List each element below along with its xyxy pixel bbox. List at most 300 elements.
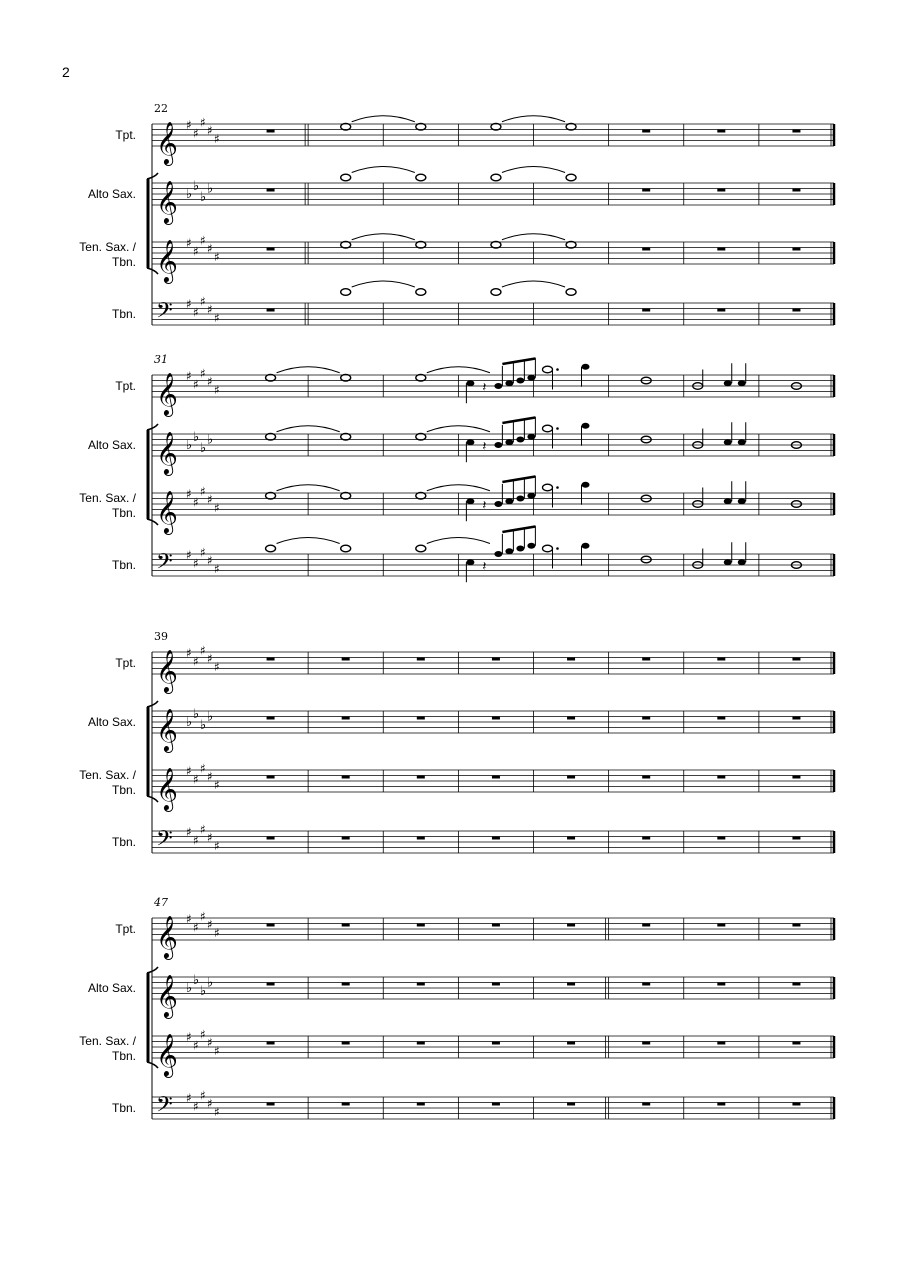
whole-rest-icon (267, 309, 275, 312)
sharp-icon: ♯ (200, 115, 206, 130)
flat-icon: ♭ (193, 706, 200, 722)
quarter-rest-icon: 𝄽 (482, 379, 487, 395)
whole-rest-icon (492, 658, 500, 661)
system (79, 896, 834, 1123)
sharp-icon: ♯ (207, 917, 213, 932)
note-head (494, 501, 502, 507)
instrument-label: Tbn. (111, 783, 136, 797)
tie-curve (277, 485, 340, 491)
sharp-icon: ♯ (193, 305, 199, 320)
sharp-icon: ♯ (186, 912, 192, 926)
instrument-label: Ten. Sax. / (79, 491, 136, 505)
note-head (738, 380, 746, 386)
whole-rest-icon (267, 1103, 275, 1106)
sharp-icon: ♯ (193, 920, 199, 935)
sharp-icon: ♯ (214, 838, 220, 853)
measure-number: 31 (154, 353, 168, 366)
sharp-icon: ♯ (207, 651, 213, 666)
flat-icon: ♭ (207, 432, 214, 448)
whole-rest-icon (717, 717, 725, 720)
sharp-icon: ♯ (214, 1104, 220, 1119)
whole-rest-icon (342, 1103, 350, 1106)
instrument-label: Tbn. (111, 307, 136, 321)
sharp-icon: ♯ (200, 545, 206, 560)
quarter-rest-icon: 𝄽 (482, 438, 487, 454)
treble-clef-icon: 𝄞 (156, 1033, 178, 1076)
whole-rest-icon (267, 924, 275, 927)
note-head (724, 559, 732, 565)
whole-rest-icon (792, 309, 800, 312)
staff (115, 358, 834, 417)
bass-clef-icon: 𝄢 (156, 298, 173, 329)
bass-clef-icon: 𝄢 (156, 549, 173, 580)
whole-note-icon (491, 123, 501, 130)
whole-note-icon (566, 174, 576, 181)
instrument-label: Alto Sax. (87, 981, 136, 995)
instrument-label: Tbn. (111, 255, 136, 269)
half-note-head (543, 366, 553, 373)
sharp-icon: ♯ (200, 294, 206, 309)
whole-note-icon (341, 123, 351, 130)
note-head (724, 380, 732, 386)
sharp-icon: ♯ (200, 366, 206, 381)
whole-rest-icon (417, 776, 425, 779)
bass-clef-icon: 𝄢 (156, 826, 173, 857)
note-head (527, 375, 535, 381)
measure-number: 47 (154, 896, 168, 909)
sharp-icon: ♯ (193, 833, 199, 848)
flat-icon: ♭ (186, 981, 193, 996)
sharp-icon: ♯ (207, 492, 213, 507)
staff (79, 233, 834, 284)
flat-icon: ♭ (207, 181, 214, 197)
sharp-icon: ♯ (186, 646, 192, 660)
tie-curve (427, 485, 490, 491)
note-head (738, 498, 746, 504)
whole-rest-icon (267, 837, 275, 840)
tie-curve (352, 116, 415, 122)
sharp-icon: ♯ (207, 1035, 213, 1050)
sharp-icon: ♯ (214, 561, 220, 576)
whole-note-icon (416, 174, 426, 181)
tie-curve (352, 167, 415, 173)
flat-icon: ♭ (207, 975, 214, 991)
treble-clef-icon: 𝄞 (156, 180, 178, 223)
sharp-icon: ♯ (193, 556, 199, 571)
sharp-icon: ♯ (186, 118, 192, 132)
whole-rest-icon (642, 837, 650, 840)
flat-icon: ♭ (186, 715, 193, 730)
sharp-icon: ♯ (186, 1030, 192, 1044)
beam (502, 359, 535, 365)
sharp-icon: ♯ (207, 374, 213, 389)
whole-rest-icon (342, 983, 350, 986)
tie-curve (502, 116, 565, 122)
dot (556, 427, 559, 430)
instrument-label: Tbn. (111, 835, 136, 849)
whole-rest-icon (567, 924, 575, 927)
sharp-icon: ♯ (214, 659, 220, 674)
dot (556, 486, 559, 489)
treble-clef-icon: 𝄞 (156, 767, 178, 810)
sharp-icon: ♯ (200, 761, 206, 776)
sharp-icon: ♯ (193, 126, 199, 141)
sharp-icon: ♯ (200, 909, 206, 924)
half-note-head (543, 484, 553, 491)
note-head (505, 439, 513, 445)
staff (88, 167, 834, 226)
tie-curve (427, 538, 490, 544)
whole-rest-icon (342, 717, 350, 720)
staff (112, 281, 834, 329)
whole-rest-icon (492, 924, 500, 927)
whole-rest-icon (642, 1103, 650, 1106)
system (79, 102, 834, 329)
sharp-icon: ♯ (193, 244, 199, 259)
whole-rest-icon (642, 717, 650, 720)
whole-note-icon (416, 433, 426, 440)
instrument-label: Tbn. (111, 558, 136, 572)
treble-clef-icon: 𝄞 (156, 431, 178, 474)
sharp-icon: ♯ (214, 777, 220, 792)
sharp-icon: ♯ (186, 297, 192, 311)
instrument-label: Ten. Sax. / (79, 1034, 136, 1048)
note-head (516, 378, 524, 384)
instrument-label: Tbn. (111, 1101, 136, 1115)
staff (79, 476, 834, 535)
instrument-label: Tpt. (115, 922, 136, 936)
whole-rest-icon (792, 248, 800, 251)
whole-rest-icon (342, 837, 350, 840)
note-head (516, 437, 524, 443)
whole-note-icon (341, 289, 351, 296)
whole-rest-icon (792, 717, 800, 720)
whole-note-icon (266, 492, 276, 499)
whole-rest-icon (417, 983, 425, 986)
whole-rest-icon (342, 776, 350, 779)
whole-rest-icon (417, 1103, 425, 1106)
tie-curve (277, 426, 340, 432)
sharp-icon: ♯ (214, 310, 220, 325)
instrument-label: Tpt. (115, 379, 136, 393)
whole-rest-icon (267, 1042, 275, 1045)
note-head (505, 380, 513, 386)
whole-rest-icon (717, 658, 725, 661)
instrument-label: Tpt. (115, 656, 136, 670)
tie-curve (352, 234, 415, 240)
note-head (516, 496, 524, 502)
measure-number: 22 (154, 102, 168, 115)
beam (502, 477, 535, 483)
whole-rest-icon (567, 776, 575, 779)
whole-rest-icon (792, 189, 800, 192)
staff (88, 417, 834, 476)
sharp-icon: ♯ (186, 548, 192, 562)
whole-rest-icon (492, 776, 500, 779)
treble-clef-icon: 𝄞 (156, 372, 178, 415)
whole-rest-icon (492, 837, 500, 840)
flat-icon: ♭ (193, 972, 200, 988)
whole-rest-icon (792, 924, 800, 927)
whole-rest-icon (342, 924, 350, 927)
whole-note-icon (266, 545, 276, 552)
treble-clef-icon: 𝄞 (156, 974, 178, 1017)
note-head (505, 548, 513, 554)
note-head (516, 546, 524, 552)
whole-rest-icon (417, 837, 425, 840)
staff (112, 1088, 834, 1122)
treble-clef-icon: 𝄞 (156, 490, 178, 533)
treble-clef-icon: 𝄞 (156, 239, 178, 282)
whole-rest-icon (717, 309, 725, 312)
staff (79, 1027, 834, 1078)
sharp-icon: ♯ (193, 772, 199, 787)
quarter-rest-icon: 𝄽 (482, 497, 487, 513)
whole-note-icon (416, 374, 426, 381)
whole-note-icon (341, 492, 351, 499)
flat-icon: ♭ (193, 429, 200, 445)
whole-rest-icon (417, 924, 425, 927)
sharp-icon: ♯ (214, 1043, 220, 1058)
beam (502, 527, 535, 533)
whole-rest-icon (492, 983, 500, 986)
sharp-icon: ♯ (214, 131, 220, 146)
whole-rest-icon (642, 776, 650, 779)
whole-rest-icon (267, 130, 275, 133)
whole-rest-icon (267, 776, 275, 779)
flat-icon: ♭ (200, 440, 207, 456)
whole-rest-icon (492, 1103, 500, 1106)
whole-rest-icon (567, 1103, 575, 1106)
whole-rest-icon (792, 983, 800, 986)
whole-note-icon (566, 289, 576, 296)
sharp-icon: ♯ (207, 123, 213, 138)
note-head (505, 498, 513, 504)
flat-icon: ♭ (207, 709, 214, 725)
whole-note-icon (416, 123, 426, 130)
whole-rest-icon (342, 1042, 350, 1045)
whole-rest-icon (267, 189, 275, 192)
tie-curve (502, 234, 565, 240)
note-head (494, 383, 502, 389)
whole-note-icon (416, 289, 426, 296)
whole-rest-icon (642, 983, 650, 986)
note-head (582, 482, 590, 488)
sharp-icon: ♯ (186, 764, 192, 778)
whole-rest-icon (342, 658, 350, 661)
whole-rest-icon (717, 130, 725, 133)
whole-note-icon (341, 433, 351, 440)
instrument-label: Alto Sax. (87, 438, 136, 452)
whole-rest-icon (792, 1103, 800, 1106)
whole-rest-icon (417, 658, 425, 661)
sharp-icon: ♯ (186, 825, 192, 839)
whole-rest-icon (642, 130, 650, 133)
whole-note-icon (341, 545, 351, 552)
flat-icon: ♭ (200, 189, 207, 205)
note-head (582, 423, 590, 429)
whole-note-icon (266, 374, 276, 381)
note-head (582, 364, 590, 370)
whole-note-icon (566, 123, 576, 130)
whole-note-icon (266, 433, 276, 440)
instrument-label: Ten. Sax. / (79, 240, 136, 254)
sharp-icon: ♯ (214, 382, 220, 397)
note-head (466, 498, 474, 504)
whole-rest-icon (567, 837, 575, 840)
sharp-icon: ♯ (186, 487, 192, 501)
tie-curve (502, 167, 565, 173)
note-head (494, 442, 502, 448)
flat-icon: ♭ (186, 438, 193, 453)
sharp-icon: ♯ (200, 822, 206, 837)
whole-rest-icon (717, 776, 725, 779)
instrument-label: Ten. Sax. / (79, 768, 136, 782)
staff (115, 643, 834, 694)
note-head (466, 559, 474, 565)
note-head (466, 439, 474, 445)
page-number: 2 (62, 64, 70, 80)
note-head (527, 543, 535, 549)
whole-rest-icon (492, 717, 500, 720)
sharp-icon: ♯ (207, 830, 213, 845)
dot (556, 368, 559, 371)
sharp-icon: ♯ (200, 1088, 206, 1103)
staff (115, 909, 834, 960)
sharp-icon: ♯ (214, 925, 220, 940)
whole-rest-icon (642, 658, 650, 661)
whole-note-icon (491, 241, 501, 248)
bass-clef-icon: 𝄢 (156, 1092, 173, 1123)
whole-rest-icon (267, 248, 275, 251)
staff (88, 973, 834, 1019)
whole-note-icon (416, 241, 426, 248)
staff (115, 115, 834, 166)
whole-rest-icon (717, 983, 725, 986)
note-head (738, 559, 746, 565)
half-note-head (543, 545, 553, 552)
whole-rest-icon (792, 658, 800, 661)
sharp-icon: ♯ (207, 241, 213, 256)
sharp-icon: ♯ (207, 769, 213, 784)
sharp-icon: ♯ (193, 377, 199, 392)
sharp-icon: ♯ (214, 500, 220, 515)
whole-rest-icon (792, 776, 800, 779)
tie-curve (427, 426, 490, 432)
whole-rest-icon (717, 189, 725, 192)
tie-curve (352, 281, 415, 287)
flat-icon: ♭ (200, 717, 207, 733)
system (79, 630, 834, 857)
note-head (527, 493, 535, 499)
whole-rest-icon (417, 717, 425, 720)
flat-icon: ♭ (186, 187, 193, 202)
sharp-icon: ♯ (193, 495, 199, 510)
tie-curve (277, 538, 340, 544)
whole-rest-icon (567, 983, 575, 986)
sharp-icon: ♯ (214, 249, 220, 264)
note-head (724, 439, 732, 445)
tie-curve (427, 367, 490, 373)
sharp-icon: ♯ (200, 484, 206, 499)
whole-note-icon (341, 174, 351, 181)
measure-number: 39 (154, 630, 168, 643)
whole-rest-icon (417, 1042, 425, 1045)
tie-curve (277, 367, 340, 373)
whole-rest-icon (567, 717, 575, 720)
instrument-label: Alto Sax. (87, 715, 136, 729)
whole-note-icon (341, 241, 351, 248)
instrument-label: Tpt. (115, 128, 136, 142)
sharp-icon: ♯ (186, 1091, 192, 1105)
treble-clef-icon: 𝄞 (156, 649, 178, 692)
whole-rest-icon (567, 658, 575, 661)
staff (112, 822, 834, 856)
whole-rest-icon (792, 837, 800, 840)
quarter-rest-icon: 𝄽 (482, 558, 487, 574)
system (79, 353, 834, 582)
instrument-label: Tbn. (111, 506, 136, 520)
whole-rest-icon (717, 924, 725, 927)
whole-note-icon (566, 241, 576, 248)
dot (556, 547, 559, 550)
staff (88, 707, 834, 753)
whole-rest-icon (642, 924, 650, 927)
note-head (494, 551, 502, 557)
sharp-icon: ♯ (186, 369, 192, 383)
whole-note-icon (416, 545, 426, 552)
sharp-icon: ♯ (200, 233, 206, 248)
whole-rest-icon (267, 983, 275, 986)
whole-rest-icon (717, 837, 725, 840)
sharp-icon: ♯ (186, 236, 192, 250)
beam (502, 418, 535, 424)
whole-rest-icon (267, 717, 275, 720)
whole-note-icon (341, 374, 351, 381)
treble-clef-icon: 𝄞 (156, 915, 178, 958)
tie-curve (502, 281, 565, 287)
whole-rest-icon (717, 1042, 725, 1045)
whole-rest-icon (567, 1042, 575, 1045)
sharp-icon: ♯ (207, 302, 213, 317)
sharp-icon: ♯ (193, 654, 199, 669)
whole-note-icon (491, 289, 501, 296)
staff (112, 526, 834, 583)
sharp-icon: ♯ (193, 1099, 199, 1114)
whole-rest-icon (492, 1042, 500, 1045)
note-head (738, 439, 746, 445)
note-head (466, 380, 474, 386)
whole-rest-icon (792, 1042, 800, 1045)
half-note-head (543, 425, 553, 432)
whole-rest-icon (267, 658, 275, 661)
flat-icon: ♭ (200, 983, 207, 999)
staff (79, 761, 834, 812)
whole-note-icon (491, 174, 501, 181)
whole-rest-icon (642, 1042, 650, 1045)
whole-rest-icon (717, 1103, 725, 1106)
treble-clef-icon: 𝄞 (156, 121, 178, 164)
note-head (582, 543, 590, 549)
sharp-icon: ♯ (200, 1027, 206, 1042)
sharp-icon: ♯ (200, 643, 206, 658)
treble-clef-icon: 𝄞 (156, 708, 178, 751)
whole-rest-icon (717, 248, 725, 251)
whole-rest-icon (642, 309, 650, 312)
whole-rest-icon (792, 130, 800, 133)
flat-icon: ♭ (193, 178, 200, 194)
sharp-icon: ♯ (193, 1038, 199, 1053)
